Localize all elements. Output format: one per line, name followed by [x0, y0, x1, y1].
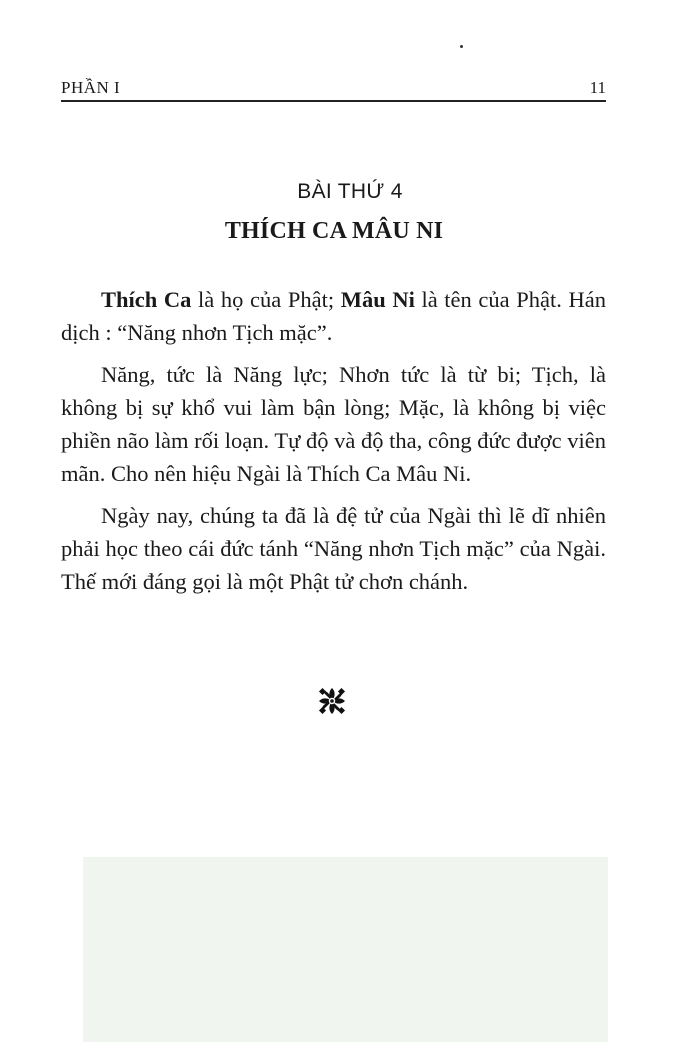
print-speck — [460, 45, 463, 48]
flower-ornament-icon — [317, 686, 347, 716]
page-number: 11 — [589, 78, 606, 97]
term-mau-ni: Mâu Ni — [340, 287, 415, 312]
term-thich-ca: Thích Ca — [101, 287, 192, 312]
paragraph-1-text-b: là tên của Phật. Hán dịch : “Năng nhơn Tịch mặc”. — [61, 287, 606, 345]
paragraph-2: Năng, tức là Năng lực; Nhơn tức là từ bi; Tịch, là không bị sự khổ vui làm bận lòng; Mặc, là không bị việc phiền não làm rối loạn. Tự độ và độ tha, công đức được viên mãn. Cho nên hiệu Ngài là Thích Ca Mâu Ni. — [61, 362, 606, 486]
paragraph-3: Ngày nay, chúng ta đã là đệ tử của Ngài thì lẽ dĩ nhiên phải học theo cái đức tánh “Năng nhơn Tịch mặc” của Ngài. Thế mới đáng gọi là một Phật tử chơn chánh. — [61, 503, 606, 594]
running-header — [61, 78, 606, 102]
lesson-label: BÀI THỨ 4 — [297, 180, 403, 203]
page-shading — [83, 857, 608, 1042]
section-label: PHẦN I — [61, 78, 121, 97]
body-text — [61, 283, 606, 607]
paragraph-1 — [61, 283, 606, 349]
lesson-title: THÍCH CA MÂU NI — [224, 218, 444, 244]
paragraph-1-text-a: là họ của Phật; — [191, 287, 341, 312]
header-rule — [61, 100, 606, 102]
